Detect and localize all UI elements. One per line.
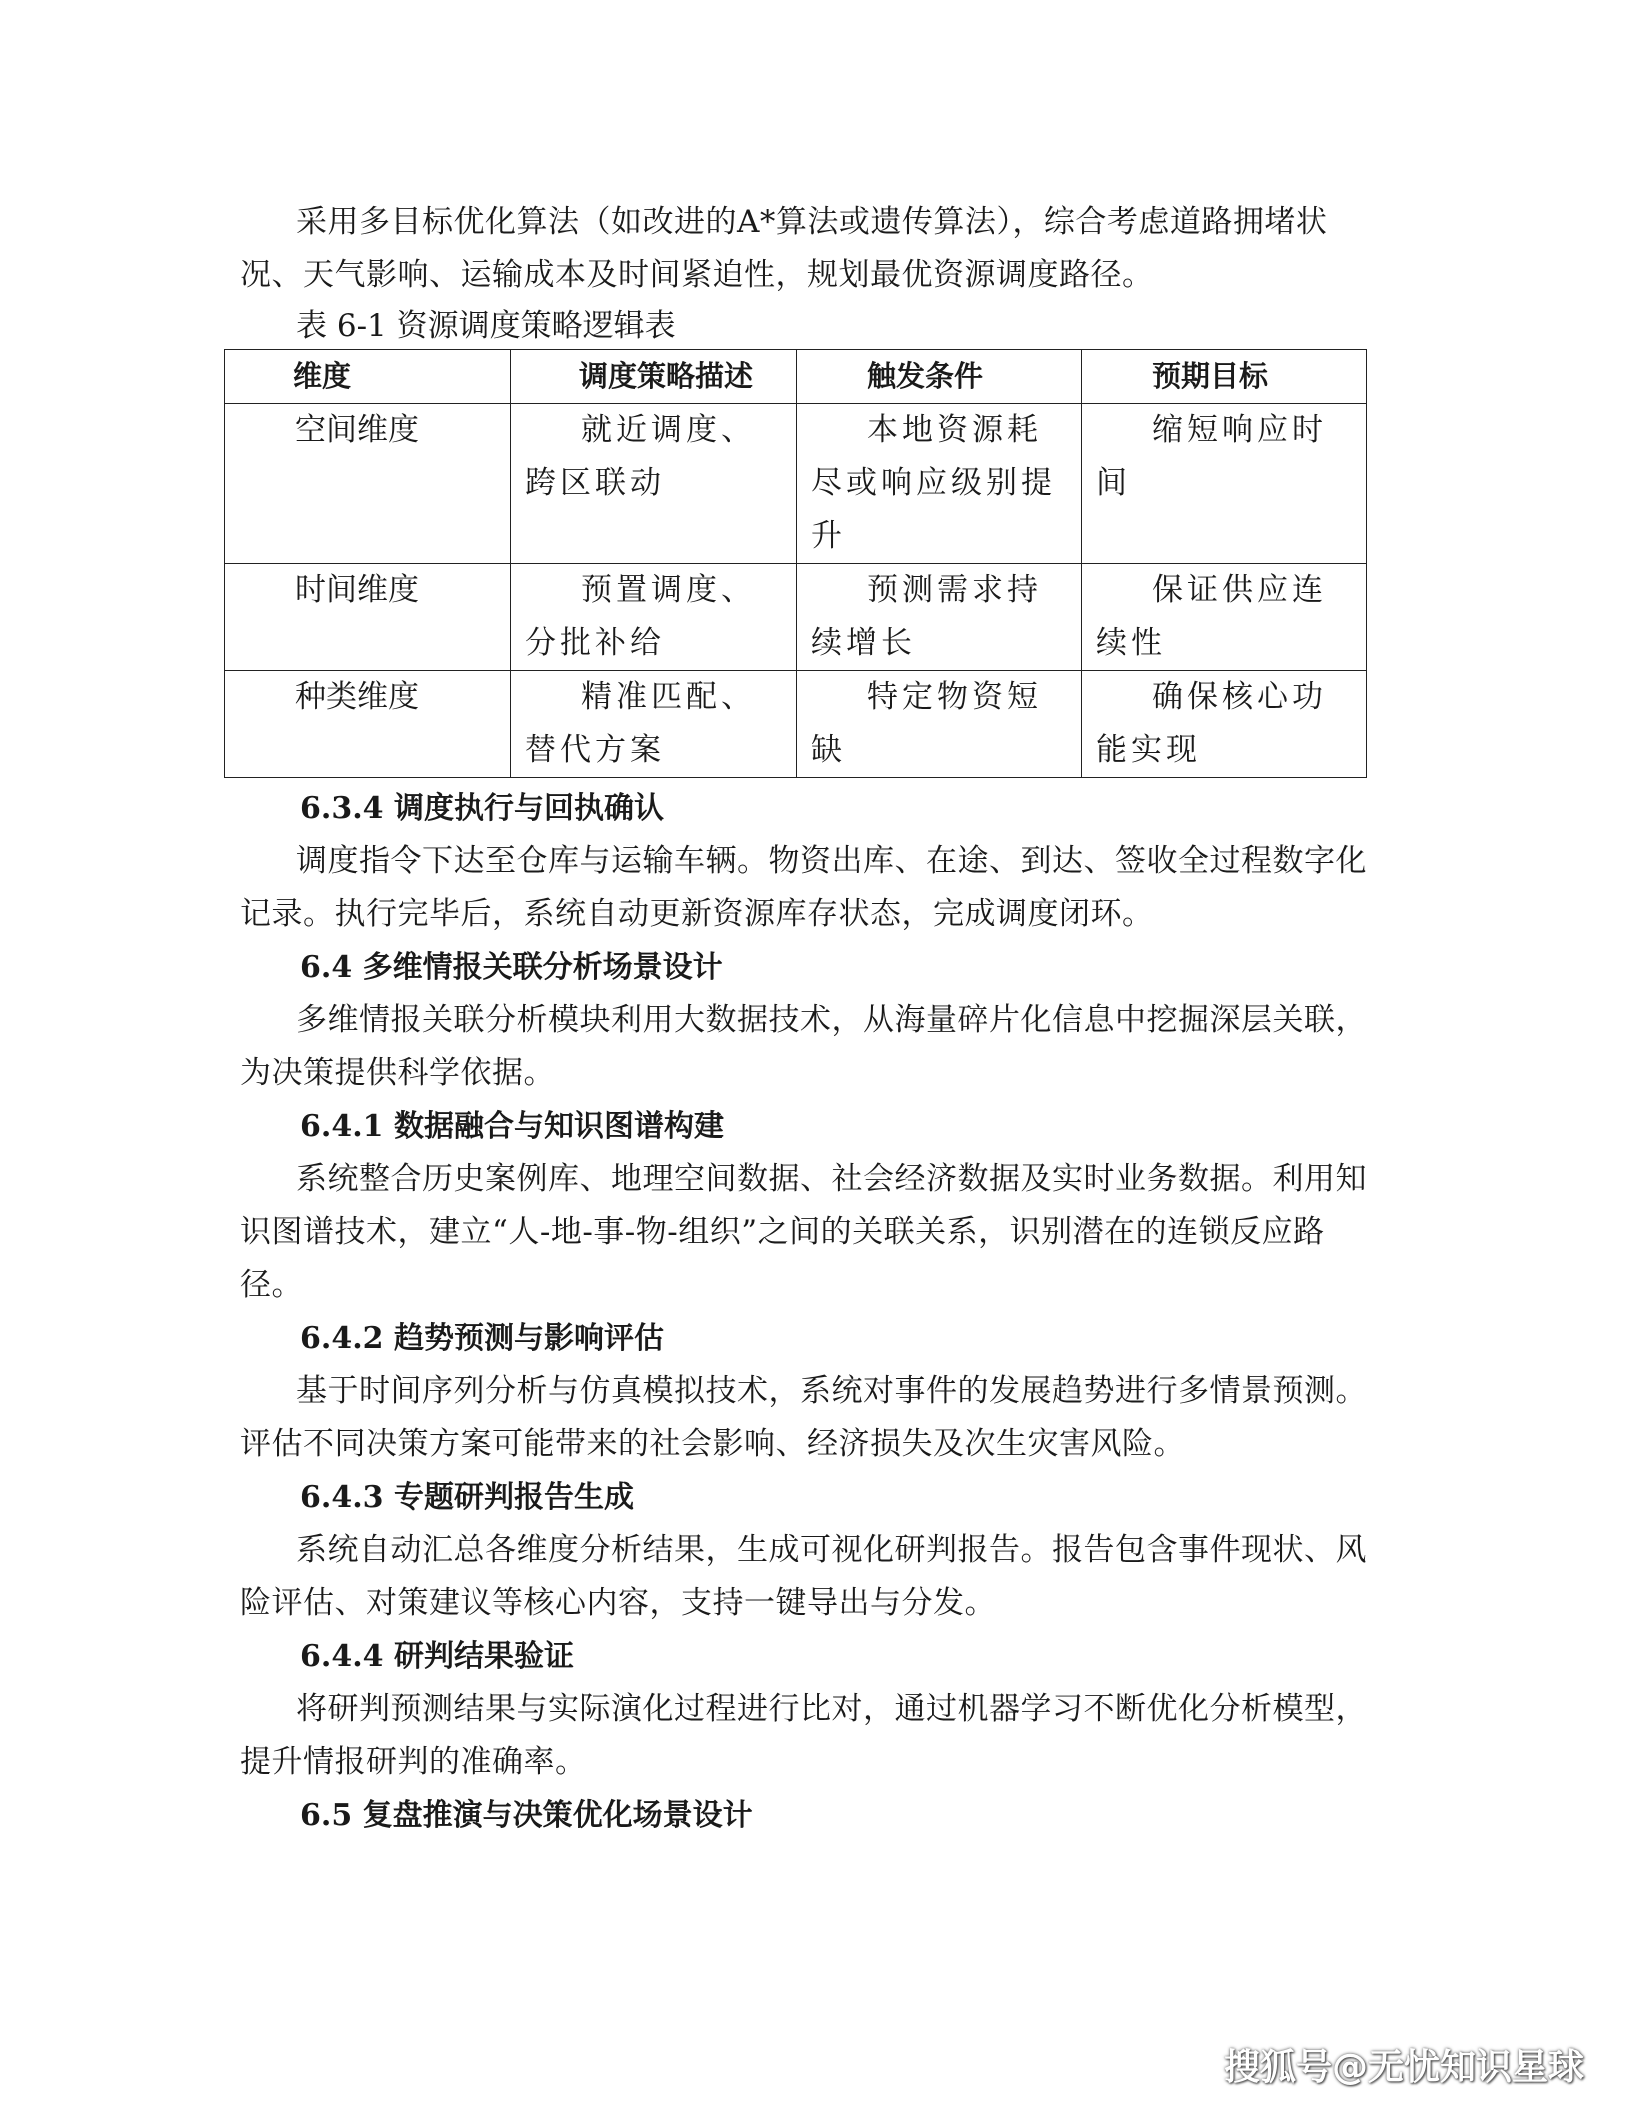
section-heading: 6.4.2 趋势预测与影响评估 bbox=[300, 1321, 664, 1356]
table-header-cell: 触发条件 bbox=[797, 350, 1082, 404]
section-heading: 6.4.4 研判结果验证 bbox=[300, 1639, 574, 1674]
table-cell: 缩短响应时间 bbox=[1082, 404, 1367, 564]
strategy-table bbox=[224, 349, 1367, 778]
section-heading: 6.3.4 调度执行与回执确认 bbox=[300, 791, 664, 826]
table-header-row bbox=[225, 350, 1367, 404]
section-body: 多维情报关联分析模块利用大数据技术，从海量碎片化信息中挖掘深层关联，为决策提供科学依据。 bbox=[240, 1002, 1367, 1091]
section-body: 将研判预测结果与实际演化过程进行比对，通过机器学习不断优化分析模型，提升情报研判的准确率。 bbox=[240, 1691, 1367, 1780]
table-cell: 预置调度、分批补给 bbox=[511, 564, 797, 671]
table-cell: 空间维度 bbox=[225, 404, 511, 564]
section-heading: 6.4 多维情报关联分析场景设计 bbox=[300, 950, 723, 985]
section-body: 系统整合历史案例库、地理空间数据、社会经济数据及实时业务数据。利用知识图谱技术，建立“人-地-事-物-组织”之间的关联关系，识别潜在的连锁反应路径。 bbox=[240, 1161, 1367, 1303]
table-row bbox=[225, 671, 1367, 778]
table-cell: 保证供应连续性 bbox=[1082, 564, 1367, 671]
section-heading: 6.4.3 专题研判报告生成 bbox=[300, 1480, 634, 1515]
section-heading: 6.5 复盘推演与决策优化场景设计 bbox=[300, 1798, 753, 1833]
watermark: 搜狐号@无忧知识星球 bbox=[1223, 2047, 1584, 2088]
section-body: 基于时间序列分析与仿真模拟技术，系统对事件的发展趋势进行多情景预测。评估不同决策方案可能带来的社会影响、经济损失及次生灾害风险。 bbox=[240, 1373, 1367, 1462]
section-body: 系统自动汇总各维度分析结果，生成可视化研判报告。报告包含事件现状、风险评估、对策建议等核心内容，支持一键导出与分发。 bbox=[240, 1532, 1367, 1621]
table-header-cell: 调度策略描述 bbox=[511, 350, 797, 404]
section-body: 调度指令下达至仓库与运输车辆。物资出库、在途、到达、签收全过程数字化记录。执行完毕后，系统自动更新资源库存状态，完成调度闭环。 bbox=[240, 843, 1367, 932]
table-cell: 时间维度 bbox=[225, 564, 511, 671]
table-header-cell: 维度 bbox=[225, 350, 511, 404]
table-row bbox=[225, 404, 1367, 564]
table-cell: 特定物资短缺 bbox=[797, 671, 1082, 778]
table-cell: 确保核心功能实现 bbox=[1082, 671, 1367, 778]
table-cell: 预测需求持续增长 bbox=[797, 564, 1082, 671]
table-header-cell: 预期目标 bbox=[1082, 350, 1367, 404]
table-row bbox=[225, 564, 1367, 671]
table-cell: 精准匹配、替代方案 bbox=[511, 671, 797, 778]
table-caption: 表 6-1 资源调度策略逻辑表 bbox=[296, 308, 676, 344]
intro-paragraph: 采用多目标优化算法（如改进的A*算法或遗传算法），综合考虑道路拥堵状况、天气影响、运输成本及时间紧迫性，规划最优资源调度路径。 bbox=[240, 204, 1328, 293]
table-cell: 种类维度 bbox=[225, 671, 511, 778]
section-heading: 6.4.1 数据融合与知识图谱构建 bbox=[300, 1109, 724, 1144]
table-cell: 本地资源耗尽或响应级别提升 bbox=[797, 404, 1082, 564]
table-cell: 就近调度、跨区联动 bbox=[511, 404, 797, 564]
